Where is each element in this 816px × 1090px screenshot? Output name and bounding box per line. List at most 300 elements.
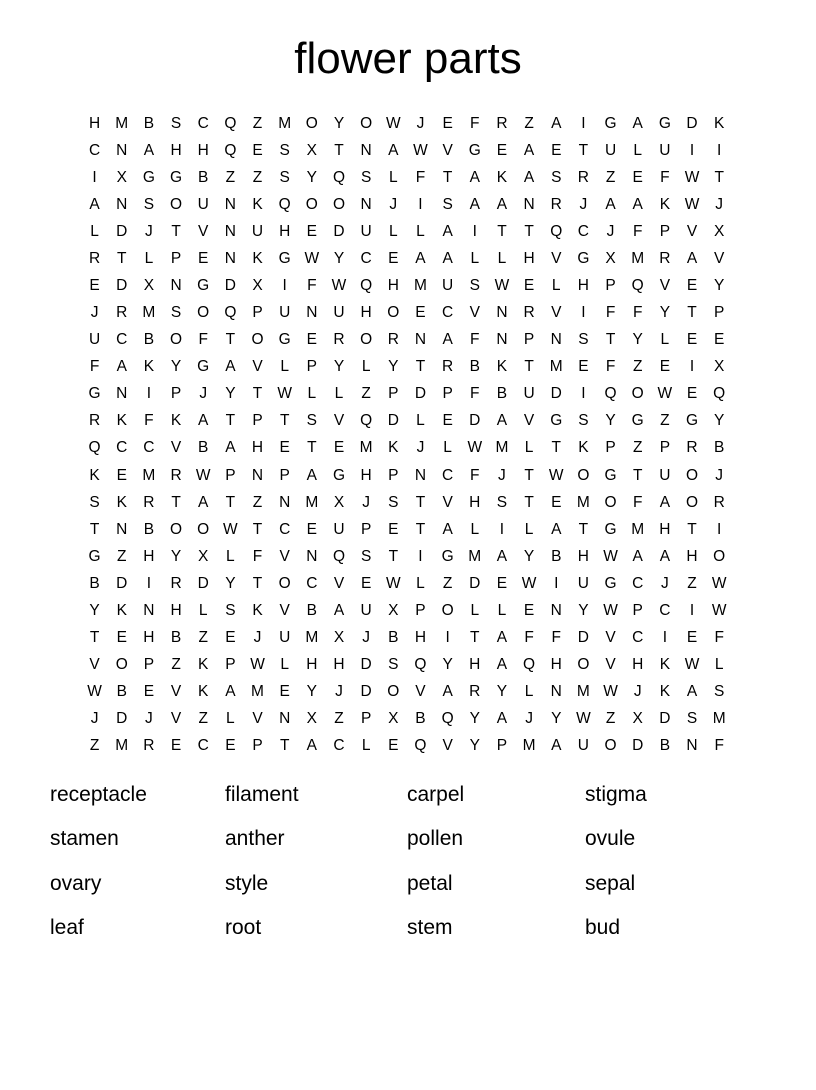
grid-letter: T: [279, 412, 290, 430]
grid-letter: W: [657, 385, 673, 403]
grid-letter: D: [659, 710, 671, 728]
grid-letter: T: [89, 520, 100, 538]
grid-letter: A: [523, 168, 535, 186]
grid-letter: O: [685, 493, 699, 511]
grid-letter: T: [442, 168, 453, 186]
grid-letter: S: [279, 168, 290, 186]
grid-letter: O: [441, 601, 454, 619]
grid-letter: K: [116, 601, 127, 619]
grid-letter: I: [689, 601, 695, 619]
grid-letter: T: [415, 493, 426, 511]
grid-letter: E: [523, 601, 535, 619]
grid-letter: D: [577, 629, 589, 647]
grid-letter: H: [469, 656, 481, 674]
grid-letter: S: [686, 710, 698, 728]
grid-letter: W: [223, 520, 238, 538]
grid-row: [81, 516, 733, 543]
grid-letter: V: [198, 222, 209, 240]
grid-letter: O: [197, 304, 210, 322]
grid-letter: S: [170, 114, 182, 132]
grid-letter: F: [198, 331, 208, 349]
grid-letter: K: [116, 493, 127, 511]
grid-letter: Q: [604, 385, 617, 403]
grid-letter: N: [550, 683, 562, 701]
grid-letter: E: [551, 493, 562, 511]
grid-letter: X: [143, 277, 155, 294]
grid-letter: Q: [713, 385, 726, 403]
grid-letter: U: [577, 574, 589, 592]
grid-letter: P: [225, 656, 236, 674]
grid-letter: K: [578, 439, 589, 457]
grid-letter: J: [498, 466, 506, 484]
grid-letter: I: [689, 358, 695, 376]
grid-letter: N: [686, 737, 698, 755]
grid-letter: D: [224, 277, 236, 294]
grid-letter: P: [659, 222, 671, 240]
grid-letter: R: [143, 493, 155, 511]
grid-letter: Z: [334, 710, 344, 728]
grid-letter: O: [251, 331, 264, 349]
grid-letter: O: [332, 195, 346, 213]
grid-letter: A: [143, 141, 155, 159]
grid-letter: I: [418, 547, 423, 565]
worksheet-page: [0, 34, 816, 1090]
grid-letter: Z: [524, 114, 534, 132]
grid-letter: G: [604, 114, 617, 132]
grid-letter: J: [525, 710, 533, 728]
grid-letter: L: [226, 547, 235, 565]
grid-letter: E: [496, 141, 508, 159]
grid-letter: P: [170, 385, 182, 403]
grid-letter: E: [523, 277, 535, 294]
grid-letter: X: [714, 358, 725, 376]
grid-letter: T: [117, 249, 127, 267]
grid-letter: A: [496, 412, 508, 430]
grid-letter: Q: [224, 304, 237, 322]
grid-letter: W: [576, 710, 591, 728]
grid-letter: J: [579, 195, 588, 213]
grid-letter: O: [170, 331, 183, 349]
grid-row: [81, 164, 733, 191]
grid-letter: A: [523, 141, 535, 159]
grid-letter: X: [388, 601, 399, 619]
grid-letter: Q: [414, 656, 427, 674]
grid-letter: P: [496, 737, 508, 755]
grid-letter: N: [116, 520, 128, 538]
grid-letter: C: [197, 114, 209, 132]
grid-letter: D: [116, 574, 128, 592]
grid-letter: H: [632, 656, 644, 674]
grid-letter: B: [659, 737, 671, 755]
grid-letter: F: [632, 222, 643, 240]
grid-letter: E: [388, 520, 399, 538]
grid-letter: O: [170, 520, 183, 538]
grid-letter: M: [305, 493, 319, 511]
grid-letter: J: [416, 439, 425, 457]
grid-letter: K: [659, 656, 671, 674]
grid-letter: W: [603, 683, 618, 701]
grid-letter: N: [496, 304, 508, 322]
grid-letter: N: [224, 249, 236, 267]
grid-letter: W: [711, 574, 727, 592]
grid-letter: E: [198, 249, 209, 267]
grid-letter: E: [659, 358, 671, 376]
grid-letter: J: [715, 466, 724, 484]
grid-letter: E: [279, 683, 290, 701]
grid-letter: B: [198, 168, 209, 186]
grid-letter: K: [496, 168, 508, 186]
grid-letter: G: [142, 168, 155, 186]
grid-letter: P: [605, 439, 616, 457]
grid-letter: Z: [442, 574, 453, 592]
grid-letter: O: [604, 737, 617, 755]
grid-letter: T: [524, 466, 534, 484]
grid-letter: G: [278, 249, 291, 267]
grid-letter: G: [197, 277, 210, 294]
grid-letter: P: [714, 304, 725, 322]
grid-letter: Q: [414, 737, 427, 755]
grid-letter: S: [551, 168, 562, 186]
grid-letter: I: [717, 520, 722, 538]
grid-letter: L: [226, 710, 235, 728]
grid-letter: T: [605, 331, 616, 349]
grid-row: [81, 543, 733, 570]
word-list-item: stamen: [50, 827, 119, 851]
grid-letter: Y: [89, 601, 100, 619]
grid-letter: M: [495, 439, 509, 457]
grid-letter: P: [252, 737, 263, 755]
grid-row: [81, 327, 733, 354]
grid-letter: D: [469, 412, 481, 430]
grid-letter: F: [307, 277, 317, 294]
grid-letter: H: [577, 547, 589, 565]
grid-letter: J: [389, 195, 398, 213]
grid-letter: F: [470, 466, 480, 484]
grid-letter: Y: [333, 249, 345, 267]
grid-letter: V: [523, 412, 535, 430]
grid-letter: G: [88, 547, 101, 565]
grid-letter: H: [143, 547, 155, 565]
grid-letter: T: [524, 358, 534, 376]
grid-letter: A: [686, 683, 698, 701]
grid-letter: T: [497, 222, 507, 240]
word-list: [0, 782, 816, 942]
grid-letter: A: [659, 493, 671, 511]
grid-letter: T: [225, 493, 236, 511]
page-title: flower parts: [294, 34, 522, 83]
grid-letter: W: [548, 466, 564, 484]
grid-letter: M: [522, 737, 536, 755]
grid-row: [81, 435, 733, 462]
grid-letter: F: [632, 304, 643, 322]
grid-letter: M: [549, 358, 563, 376]
grid-letter: A: [551, 520, 562, 538]
grid-letter: E: [306, 222, 317, 240]
grid-letter: A: [225, 439, 236, 457]
grid-letter: U: [197, 195, 209, 213]
grid-letter: Z: [605, 168, 616, 186]
grid-letter: Y: [578, 601, 589, 619]
grid-letter: J: [362, 493, 371, 511]
grid-letter: N: [224, 195, 236, 213]
grid-letter: V: [89, 656, 100, 674]
grid-letter: Y: [170, 547, 182, 565]
grid-letter: O: [387, 304, 400, 322]
grid-letter: A: [632, 195, 643, 213]
grid-letter: R: [116, 304, 128, 322]
grid-letter: H: [414, 629, 427, 647]
grid-letter: M: [115, 737, 129, 755]
grid-letter: U: [279, 304, 291, 322]
grid-letter: Y: [551, 710, 562, 728]
grid-letter: A: [442, 249, 453, 267]
grid-letter: B: [496, 385, 508, 403]
grid-letter: L: [280, 656, 289, 674]
grid-row: [81, 191, 733, 218]
grid-letter: G: [88, 385, 101, 403]
grid-letter: K: [714, 114, 725, 132]
grid-letter: C: [360, 249, 372, 267]
grid-letter: H: [686, 547, 698, 565]
grid-letter: O: [604, 493, 617, 511]
grid-letter: O: [170, 195, 183, 213]
grid-letter: T: [388, 547, 399, 565]
grid-letter: W: [385, 574, 401, 592]
grid-letter: H: [279, 222, 291, 240]
grid-letter: B: [388, 629, 399, 647]
grid-letter: P: [415, 601, 426, 619]
grid-letter: S: [578, 412, 589, 430]
grid-row: [81, 597, 733, 624]
grid-letter: G: [631, 412, 644, 430]
grid-letter: K: [252, 249, 263, 267]
grid-letter: A: [306, 737, 317, 755]
grid-letter: J: [145, 222, 153, 240]
grid-letter: Z: [660, 412, 670, 430]
grid-letter: L: [90, 222, 99, 240]
grid-letter: A: [442, 222, 453, 240]
grid-letter: R: [523, 304, 535, 322]
grid-letter: J: [416, 114, 425, 132]
grid-letter: B: [170, 629, 182, 647]
grid-row: [81, 245, 733, 272]
grid-letter: Q: [88, 439, 101, 457]
grid-letter: G: [685, 412, 699, 430]
grid-letter: J: [90, 304, 99, 322]
grid-letter: N: [496, 331, 508, 349]
word-list-item: leaf: [50, 916, 84, 940]
grid-letter: S: [469, 277, 480, 294]
grid-letter: I: [146, 385, 152, 403]
grid-letter: Q: [523, 656, 536, 674]
grid-letter: A: [469, 195, 480, 213]
grid-letter: A: [116, 358, 127, 376]
grid-letter: C: [143, 439, 155, 457]
grid-letter: M: [576, 683, 590, 701]
word-list-item: ovary: [50, 871, 102, 895]
grid-letter: F: [470, 114, 480, 132]
grid-letter: M: [576, 493, 590, 511]
grid-row: [81, 381, 733, 408]
grid-letter: K: [116, 412, 127, 430]
grid-letter: X: [306, 710, 317, 728]
grid-letter: C: [659, 601, 671, 619]
grid-letter: M: [712, 710, 726, 728]
grid-letter: W: [603, 547, 618, 565]
word-list-item: root: [225, 916, 262, 940]
grid-letter: D: [116, 710, 128, 728]
grid-letter: L: [144, 249, 154, 267]
grid-letter: E: [116, 466, 127, 484]
grid-letter: H: [387, 277, 399, 294]
grid-letter: G: [332, 466, 346, 484]
grid-letter: K: [143, 358, 155, 376]
grid-letter: B: [198, 439, 209, 457]
grid-letter: M: [115, 114, 129, 132]
grid-letter: A: [605, 195, 616, 213]
grid-letter: E: [551, 141, 562, 159]
grid-letter: H: [197, 141, 209, 159]
grid-letter: R: [88, 412, 101, 430]
grid-letter: D: [414, 385, 427, 403]
grid-letter: R: [143, 737, 155, 755]
grid-letter: T: [334, 141, 344, 159]
grid-letter: D: [116, 277, 128, 294]
grid-letter: I: [472, 222, 477, 240]
grid-letter: Z: [225, 168, 236, 186]
grid-letter: P: [659, 439, 671, 457]
grid-letter: W: [87, 683, 102, 701]
grid-letter: W: [331, 277, 347, 294]
grid-letter: A: [442, 331, 453, 349]
grid-letter: W: [385, 114, 401, 132]
grid-letter: O: [577, 466, 590, 484]
grid-letter: L: [524, 439, 534, 457]
grid-letter: H: [360, 304, 372, 322]
grid-letter: W: [684, 195, 700, 213]
grid-letter: N: [251, 466, 264, 484]
grid-letter: T: [171, 493, 181, 511]
grid-letter: S: [225, 601, 236, 619]
grid-letter: L: [633, 141, 643, 159]
grid-letter: Y: [306, 168, 317, 186]
grid-letter: M: [251, 683, 264, 701]
grid-letter: N: [279, 710, 291, 728]
grid-letter: S: [279, 141, 290, 159]
grid-letter: L: [280, 358, 289, 376]
grid-letter: X: [306, 141, 317, 159]
grid-letter: Q: [631, 277, 644, 294]
grid-letter: Y: [333, 114, 345, 132]
grid-letter: E: [686, 385, 698, 403]
grid-letter: P: [442, 385, 453, 403]
grid-letter: B: [143, 331, 155, 349]
grid-letter: P: [360, 710, 372, 728]
grid-letter: I: [146, 574, 152, 592]
grid-letter: J: [253, 629, 262, 647]
grid-letter: E: [89, 277, 100, 294]
grid-row: [81, 300, 733, 327]
grid-letter: G: [441, 547, 454, 565]
grid-letter: S: [496, 493, 508, 511]
grid-letter: T: [279, 737, 290, 755]
grid-letter: Y: [469, 710, 480, 728]
grid-letter: A: [333, 601, 345, 619]
grid-letter: S: [143, 195, 155, 213]
grid-letter: A: [632, 114, 643, 132]
grid-letter: F: [470, 331, 480, 349]
grid-letter: K: [496, 358, 508, 376]
grid-letter: V: [469, 304, 480, 322]
grid-letter: M: [631, 249, 645, 267]
grid-letter: I: [689, 141, 695, 159]
grid-letter: I: [581, 114, 586, 132]
grid-letter: M: [359, 439, 373, 457]
grid-letter: T: [524, 222, 534, 240]
grid-letter: I: [499, 520, 505, 538]
grid-row: [81, 137, 733, 164]
grid-letter: Y: [659, 304, 671, 322]
grid-letter: N: [143, 601, 155, 619]
grid-letter: E: [632, 168, 643, 186]
grid-letter: A: [89, 195, 100, 213]
grid-letter: S: [442, 195, 453, 213]
grid-letter: E: [143, 683, 155, 701]
grid-letter: V: [279, 547, 290, 565]
grid-letter: Z: [632, 439, 643, 457]
grid-row: [81, 408, 733, 435]
grid-letter: L: [470, 249, 480, 267]
grid-letter: Y: [388, 358, 399, 376]
grid-letter: L: [388, 168, 398, 186]
grid-letter: I: [581, 385, 586, 403]
grid-letter: X: [605, 249, 616, 267]
grid-letter: E: [306, 520, 317, 538]
grid-letter: G: [278, 331, 291, 349]
grid-letter: M: [278, 114, 292, 132]
grid-letter: F: [144, 412, 154, 430]
grid-letter: A: [632, 547, 643, 565]
grid-letter: E: [225, 629, 236, 647]
grid-letter: L: [334, 385, 344, 403]
grid-row: [81, 272, 733, 299]
grid-letter: U: [577, 737, 589, 755]
grid-letter: U: [604, 141, 617, 159]
grid-letter: A: [415, 249, 426, 267]
grid-letter: N: [306, 547, 318, 565]
grid-letter: K: [388, 439, 399, 457]
grid-letter: G: [604, 520, 617, 538]
grid-letter: V: [605, 629, 616, 647]
grid-letter: A: [198, 493, 209, 511]
grid-letter: A: [225, 358, 236, 376]
grid-letter: L: [416, 574, 425, 592]
grid-letter: H: [143, 629, 155, 647]
word-list-item: bud: [585, 916, 621, 940]
grid-letter: I: [282, 277, 287, 294]
grid-letter: E: [252, 141, 263, 159]
grid-letter: V: [442, 141, 453, 159]
grid-letter: R: [577, 168, 589, 186]
grid-letter: P: [360, 520, 372, 538]
grid-letter: O: [305, 195, 318, 213]
grid-letter: K: [252, 195, 263, 213]
grid-letter: V: [170, 683, 182, 701]
grid-letter: S: [360, 547, 372, 565]
grid-letter: E: [686, 629, 698, 647]
grid-letter: T: [551, 439, 561, 457]
grid-letter: N: [550, 331, 562, 349]
